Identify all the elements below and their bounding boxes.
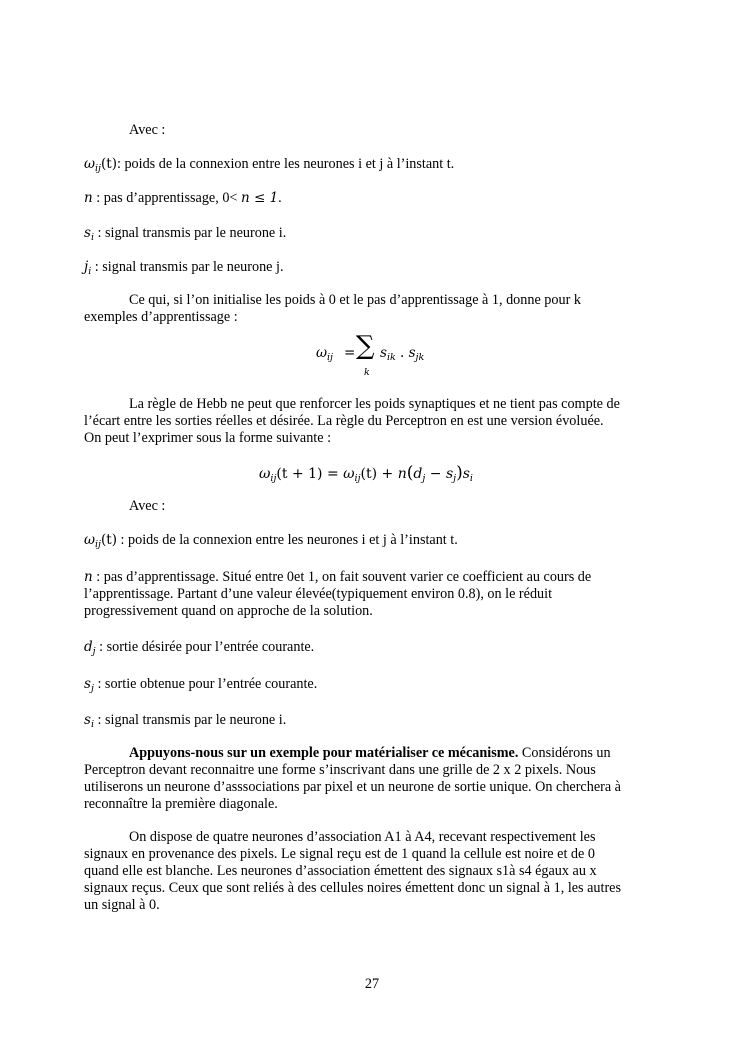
paragraph-hebb-line2: l’écart entre les sorties réelles et désirée. La règle du Perceptron en est une version évoluée. — [84, 413, 604, 429]
definition-n-2-line1: n : pas d’apprentissage. Situé entre 0et 1, on fait souvent varier ce coefficient au cours de — [84, 569, 592, 585]
paragraph-hebb-line3: On peut l’exprimer sous la forme suivante : — [84, 430, 332, 446]
paragraph-dispose-line3: quand elle est blanche. Les neurones d’association émettent des signaux s1à s4 égaux au x — [84, 863, 597, 879]
paragraph-example-line2: Perceptron devant reconnaitre une forme s’inscrivant dans une grille de 2 x 2 pixels. Nous — [84, 762, 596, 778]
paragraph-dispose-line1: On dispose de quatre neurones d’association A1 à A4, recevant respectivement les — [129, 829, 596, 845]
paragraph-example-line4: reconnaître la première diagonale. — [84, 796, 278, 812]
math-symbol: $\omega_{ij}(t)$ — [84, 156, 117, 174]
definition-n-2-line2: l’apprentissage. Partant d’une valeur élevée(typiquement environ 0.8), on le réduit — [84, 586, 553, 602]
paragraph-example-line3: utiliserons un neurone d’asssociations par pixel et un neurone de sortie unique. On cherchera à — [84, 779, 621, 795]
paragraph-dispose-line5: un signal à 0. — [84, 897, 160, 913]
avec-label-1: Avec : — [129, 122, 166, 138]
definition-j-1: $j_i$ : signal transmis par le neurone j. — [84, 259, 284, 277]
definition-si: $s_i$ : signal transmis par le neurone i. — [84, 712, 287, 730]
definition-n-1: n : pas d’apprentissage, 0< n ≤ 1. — [84, 190, 282, 206]
definition-n-2-line3: progressivement quand on approche de la solution. — [84, 603, 373, 619]
paragraph-example-line1: Appuyons-nous sur un exemple pour matérialiser ce mécanisme. Considérons un — [129, 745, 611, 761]
paragraph-dispose-line2: signaux en provenance des pixels. Le signal reçu est de 1 quand la cellule est noire et de 0 — [84, 846, 595, 862]
page-number: 27 — [364, 976, 380, 992]
paragraph-init-line1: Ce qui, si l’on initialise les poids à 0 et le pas d’apprentissage à 1, donne pour k — [129, 292, 581, 308]
definition-s-1: $s_i$ : signal transmis par le neurone i. — [84, 225, 287, 243]
definition-omega-1: $\omega_{ij}(t)$: poids de la connexion entre les neurones i et j à l’instant t. — [84, 156, 455, 174]
definition-d: $d_j$ : sortie désirée pour l’entrée courante. — [84, 639, 315, 657]
paragraph-dispose-line4: signaux reçus. Ceux que sont reliés à des cellules noires émettent donc un signal à 1, les autres — [84, 880, 622, 896]
equation-hebb-sum: $\omega_{ij}$ = ∑ k $s_{ik}$ . $s_{jk}$ — [316, 331, 425, 378]
sigma-symbol: ∑ — [356, 331, 375, 361]
equation-perceptron-rule: $\omega_{ij}(t + 1) = \omega_{ij}(t) + n(d_j - s_j)s_i$ — [259, 463, 473, 484]
definition-sj: $s_j$ : sortie obtenue pour l’entrée courante. — [84, 676, 318, 694]
paragraph-init-line2: exemples d’apprentissage : — [84, 309, 238, 325]
avec-label-2: Avec : — [129, 498, 166, 514]
paragraph-hebb-line1: La règle de Hebb ne peut que renforcer les poids synaptiques et ne tient pas compte de — [129, 396, 620, 412]
definition-omega-2: $\omega_{ij}(t)$ : poids de la connexion entre les neurones i et j à l’instant t. — [84, 532, 458, 550]
